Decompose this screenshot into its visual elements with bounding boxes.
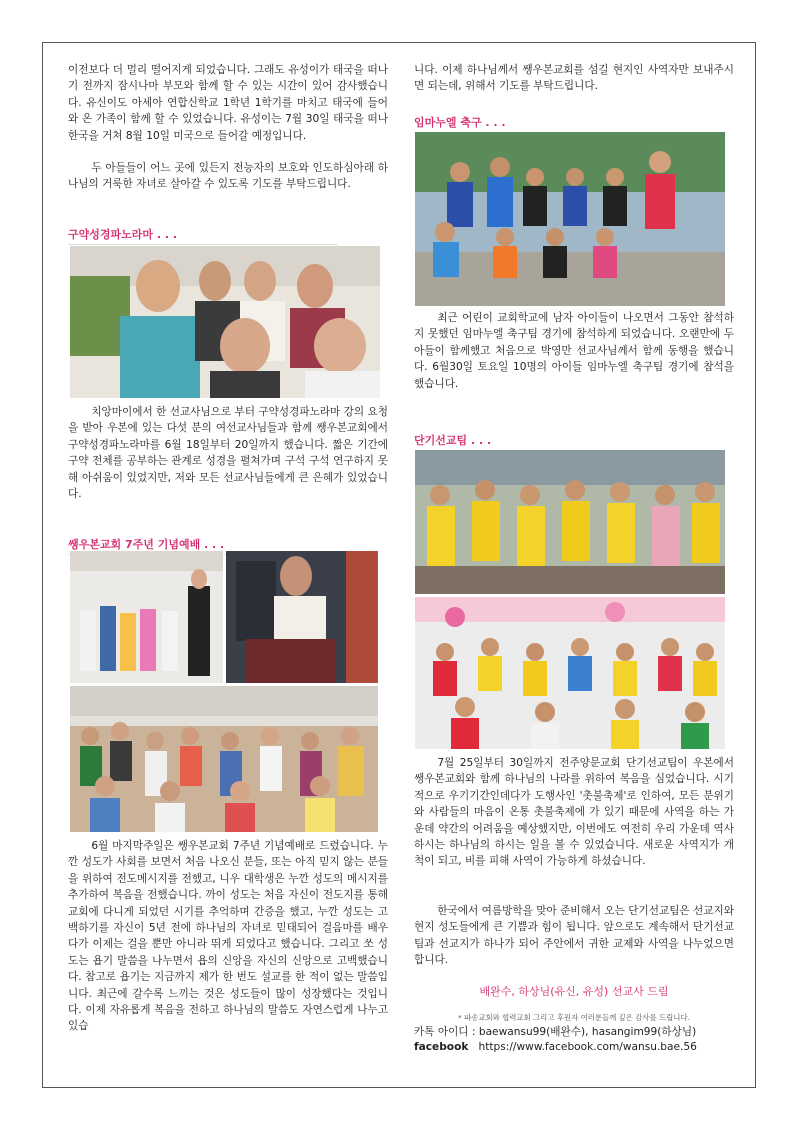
photo-soccer-team bbox=[415, 132, 725, 306]
section-heading-short-term-mission: 단기선교팀 . . . bbox=[414, 434, 492, 447]
left-paragraph-3: 치앙마이에서 한 선교사님으로 부터 구약성경파노라마 강의 요청을 받아 우본에 있는 다섯 분의 여선교사님들과 함께 쌩우본교회에서 구약성경파노라마를 6월 18일부터 20일까지 했습니다. 짧은 기간에 구약 전체를 공부하는 관계로 성경을 펼쳐가며 구석 구석 연구하지 못해 아쉬움이 있었지만, 저와 모든 선교사님들에게 큰 은혜가 있었습니다. bbox=[68, 406, 388, 501]
section-heading-immanuel-soccer: 임마누엘 축구 . . . bbox=[414, 116, 506, 129]
right-paragraph-4: 한국에서 여름방학을 맞아 준비해서 오는 단기선교팀은 선교지와 현지 성도들에게 큰 기쁨과 힘이 됩니다. 앞으로도 계속해서 단기선교팀과 선교지가 하나가 되어 주안에서 귀한 교제와 사역을 나누었으면 합니다. bbox=[414, 905, 734, 967]
right-paragraph-3: 7월 25일부터 30일까지 전주양문교회 단기선교팀이 우본에서 쌩우본교회와 함께 하나님의 나라를 위하여 복음을 심었습니다. 시기적으로 우기기간인데다가 도행사인 '촛불축제'로 인하여, 모든 분위기와 사람들의 마음이 온통 촛불축제에 가 있기 때문에 사역을 하는 가운데 약간의 어려움을 예상했지만, 이번에도 여전히 우리 가운데 역사하시는 하나님의 하시는 일을 볼 수 있었습니다. 새로운 사역지가 개척이 되고, 비를 피해 사역이 가능하게 하셨습니다. bbox=[414, 757, 734, 868]
section-heading-ot-panorama: 구약성경파노라마 . . . bbox=[68, 226, 338, 245]
facebook-label: facebook bbox=[414, 1040, 469, 1053]
facebook-row bbox=[414, 1040, 734, 1055]
kakao-label: 카톡 아이디 : bbox=[414, 1026, 479, 1038]
left-paragraph-4: 6월 마지막주일은 쌩우본교회 7주년 기념예배로 드렸습니다. 누깐 성도가 사회를 보면서 처음 나오신 분들, 또는 아직 믿지 않는 분들을 위하여 전도메시지를 전했고, 니우 대학생은 누깐 성도의 메시지를 추가하여 복음을 전했습니다. 까이 성도는 처음 자신이 전도지를 통해 교회에 다니게 되었던 시기를 추억하며 간증을 했고, 누깐 성도는 고백하기를 자신이 5년 전에 하나님의 자녀로 믿태되어 걸음마를 배우다가 이제는 걸을 뿐만 아니라 뛰게 되었다고 했습니다. 그리고 쏘 성도는 욥기 말씀을 나누면서 욥의 신앙을 자신의 신앙으로 고백했습니다. 참고로 욥기는 지금까지 제가 한 번도 설교를 한 적이 없는 말씀입니다. 최근에 갈수록 느끼는 것은 성도들이 많이 성장했다는 것입니다. 이제 자유롭게 복음을 전하고 하나님의 말씀도 자연스럽게 나누고 있습 bbox=[68, 840, 388, 1033]
photo-anniversary-congregation bbox=[70, 686, 378, 832]
kakao-row bbox=[414, 1025, 734, 1040]
left-paragraph-2: 두 아들들이 어느 곳에 있든지 전능자의 보호와 인도하심아래 하나님의 거룩한 자녀로 살아갈 수 있도록 기도를 부탁드립니다. bbox=[68, 162, 388, 191]
photo-anniversary-children bbox=[70, 551, 223, 683]
facebook-link[interactable]: https://www.facebook.com/wansu.bae.56 bbox=[478, 1040, 697, 1053]
photo-mission-team-outdoor bbox=[415, 450, 725, 594]
kakao-ids: baewansu99(배완수), hasangim99(하상님) bbox=[478, 1026, 697, 1038]
photo-anniversary-speaker bbox=[226, 551, 378, 683]
left-paragraph-1: 이전보다 더 멀리 떨어지게 되었습니다. 그래도 유성이가 태국을 떠나기 전까지 잠시나마 부모와 함께 할 수 있는 시간이 있어 감사했습니다. 유신이도 아세아 연합신학교 1학년 1학기를 마치고 태국에 들어와 온 가족이 함께 할 수 있었습니다. 유성이는 7월 30일 태국을 떠나 한국을 거쳐 8월 10일 미국으로 들어갈 예정입니다. bbox=[68, 64, 388, 142]
section-heading-anniversary: 쌩우본교회 7주년 기념예배 . . . bbox=[68, 536, 338, 555]
right-paragraph-2: 최근 어린이 교회학교에 남자 아이들이 나오면서 그동안 참석하지 못했던 임마누엘 축구팀 경기에 참석하게 되었습니다. 오랜만에 두 아들이 함께했고 처음으로 박영만 선교사님께서 함께 동행을 했습니다. 6월30일 토요일 10명의 아이들 임마누엘 축구팀 경기에 참석을 했습니다. bbox=[414, 312, 734, 390]
photo-ot-panorama-group bbox=[70, 246, 380, 398]
signature: 배완수, 하상님(유신, 유성) 선교사 드림 bbox=[479, 985, 669, 998]
thanks-note: * 파송교회와 협력교회 그리고 후원자 여러분들께 깊은 감사를 드립니다. bbox=[458, 1013, 690, 1022]
right-paragraph-1: 니다. 이제 하나님께서 쌩우본교회를 섬길 현지인 사역자만 보내주시면 되는데, 위해서 기도를 부탁드립니다. bbox=[414, 64, 734, 93]
contact-block bbox=[414, 1025, 734, 1054]
photo-mission-team-indoor bbox=[415, 597, 725, 749]
